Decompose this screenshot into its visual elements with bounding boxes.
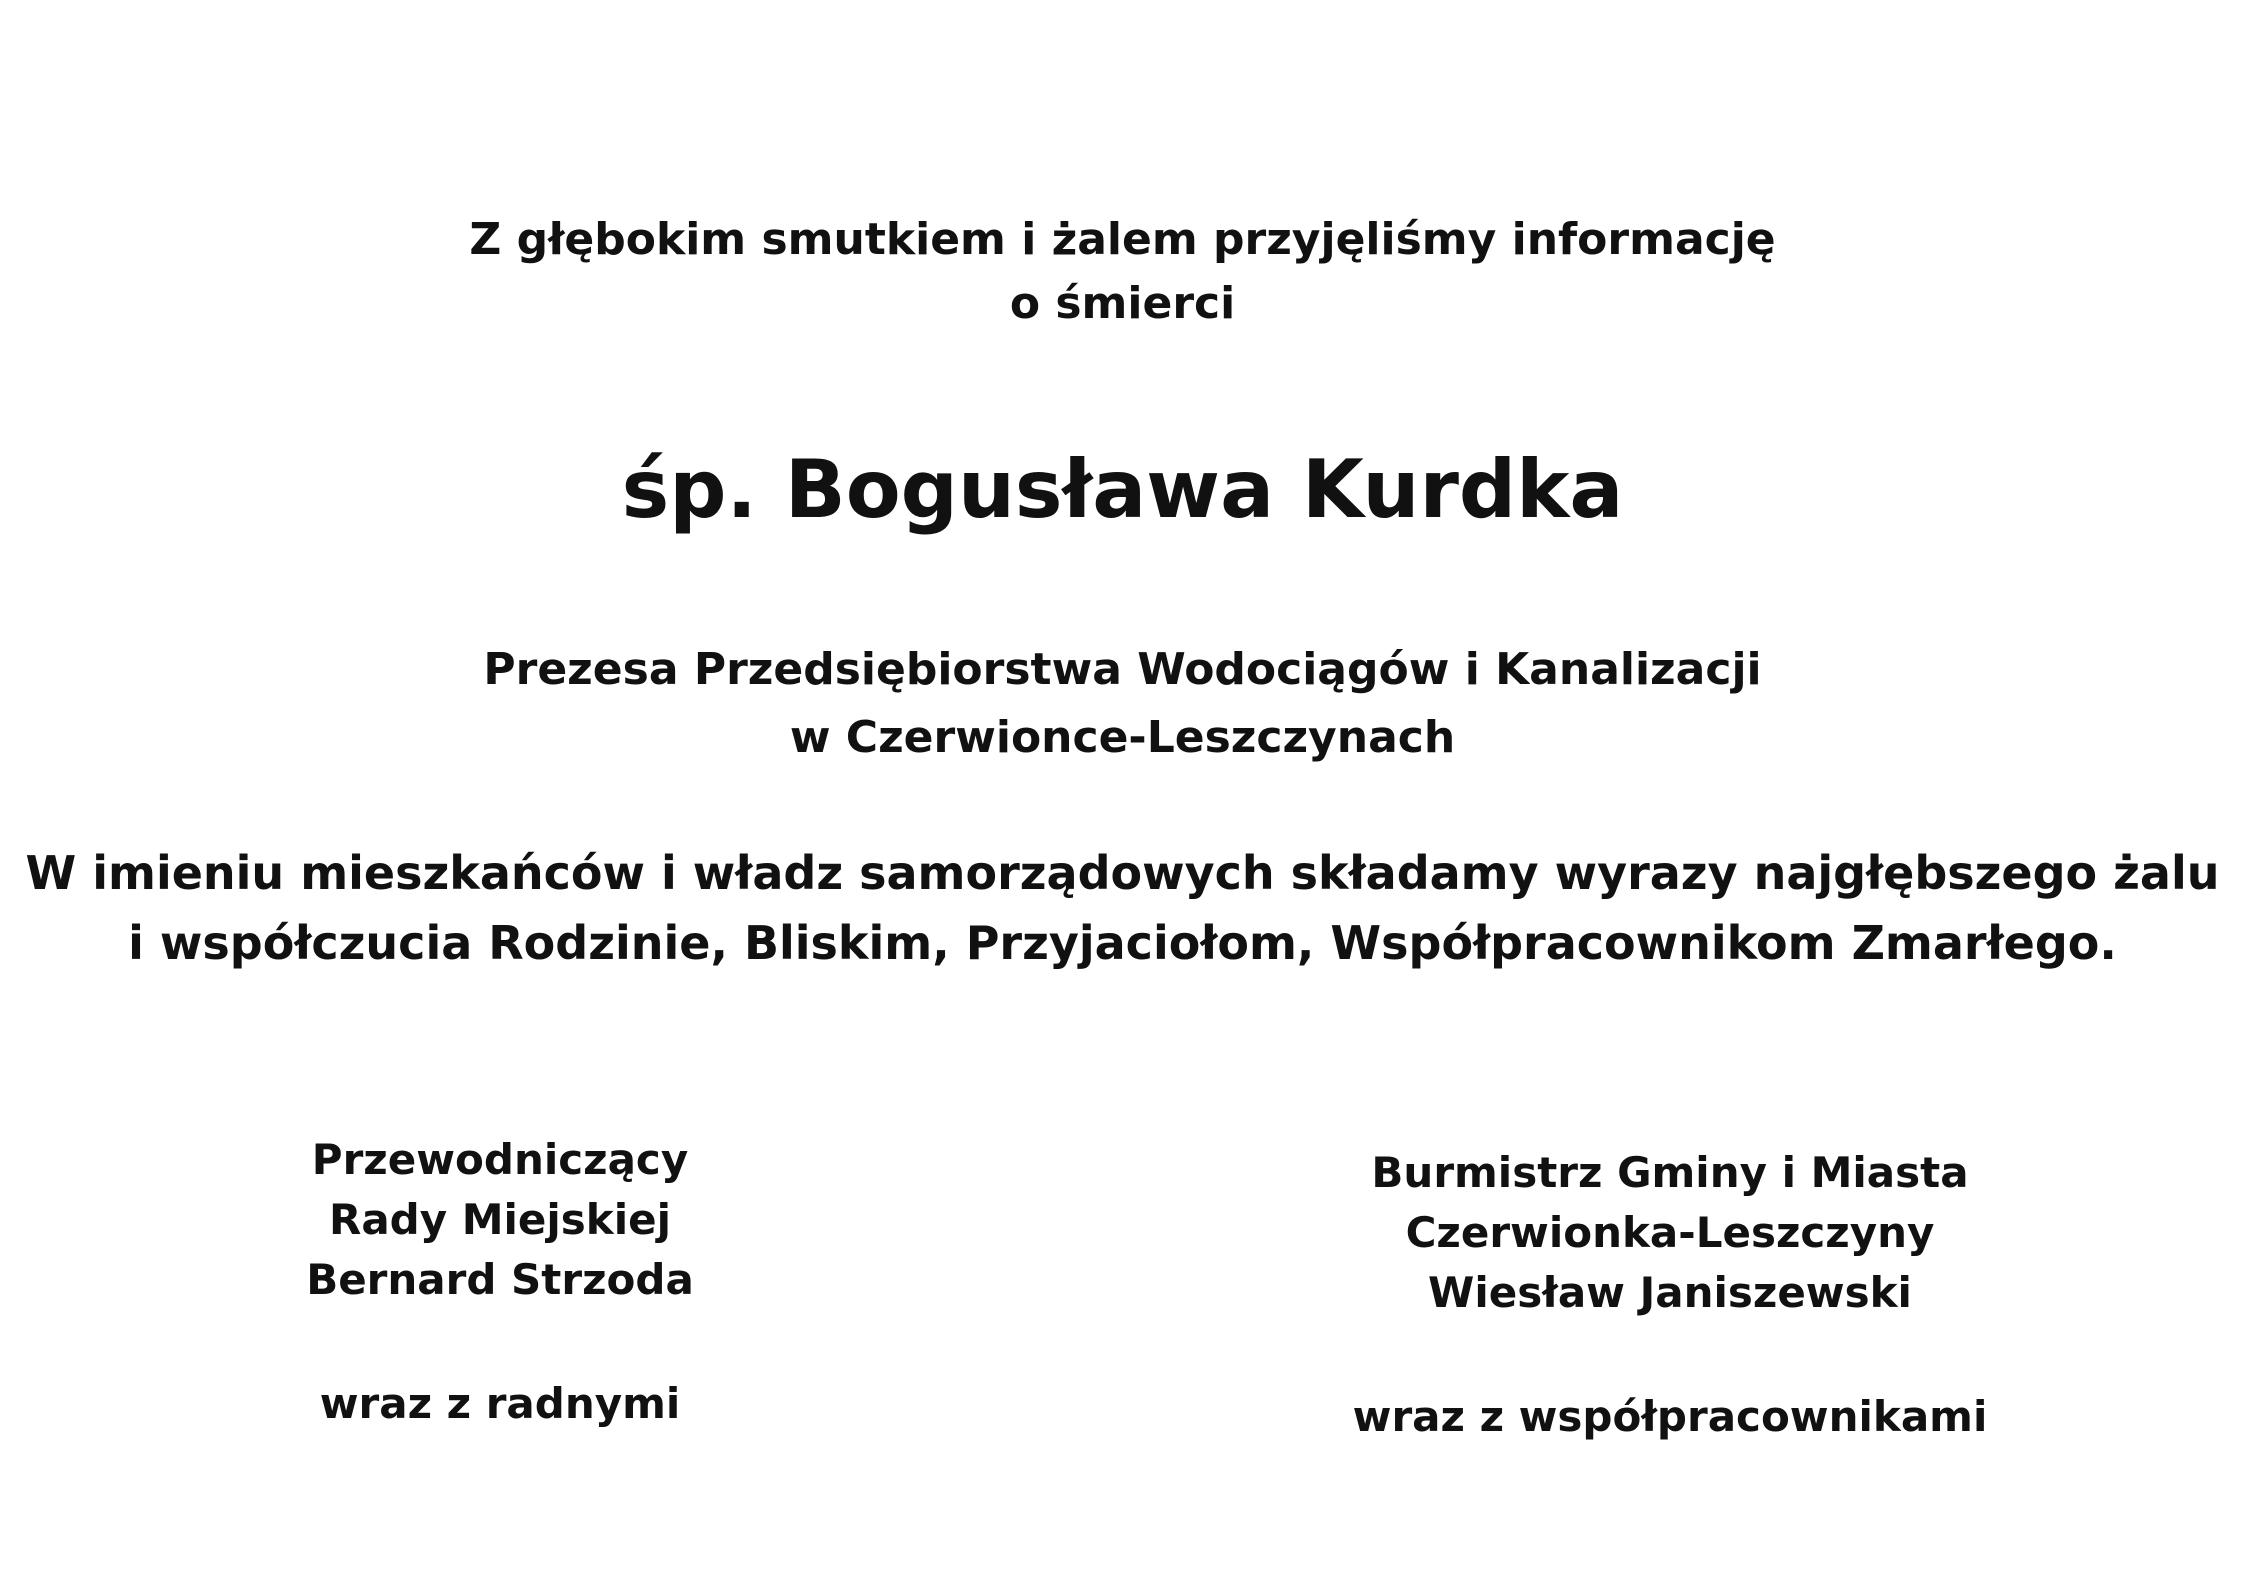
deceased-position xyxy=(0,636,2245,772)
signature-left xyxy=(250,1130,750,1434)
intro-text xyxy=(0,208,2245,336)
intro-line-1: Z głębokim smutkiem i żalem przyjęliśmy informację xyxy=(469,214,1776,265)
deceased-name-text: śp. Bogusława Kurdka xyxy=(621,443,1624,536)
position-line-1: Prezesa Przedsiębiorstwa Wodociągów i Kanalizacji xyxy=(483,644,1762,695)
signature-right-with: wraz z współpracownikami xyxy=(1352,1392,1988,1441)
signature-right-spacer xyxy=(1320,1323,2020,1387)
signature-left-spacer xyxy=(250,1310,750,1374)
signature-left-with: wraz z radnymi xyxy=(319,1379,681,1428)
signature-left-name: Bernard Strzoda xyxy=(306,1255,694,1304)
condolence-text xyxy=(0,838,2245,978)
deceased-name xyxy=(0,440,2245,540)
signature-right xyxy=(1320,1143,2020,1447)
position-line-2: w Czerwionce-Leszczynach xyxy=(789,712,1456,763)
signature-right-title-2: Czerwionka-Leszczyny xyxy=(1405,1208,1935,1257)
signature-right-title-1: Burmistrz Gminy i Miasta xyxy=(1371,1148,1969,1197)
signature-right-name: Wiesław Janiszewski xyxy=(1428,1268,1912,1317)
intro-line-2: o śmierci xyxy=(1009,278,1236,329)
signature-left-title-1: Przewodniczący xyxy=(311,1135,689,1184)
condolence-line-2: i współczucia Rodzinie, Bliskim, Przyjaciołom, Współpracownikom Zmarłego. xyxy=(128,916,2117,970)
condolence-line-1: W imieniu mieszkańców i władz samorządowych składamy wyrazy najgłębszego żalu xyxy=(25,846,2220,900)
signature-left-title-2: Rady Miejskiej xyxy=(328,1195,672,1244)
